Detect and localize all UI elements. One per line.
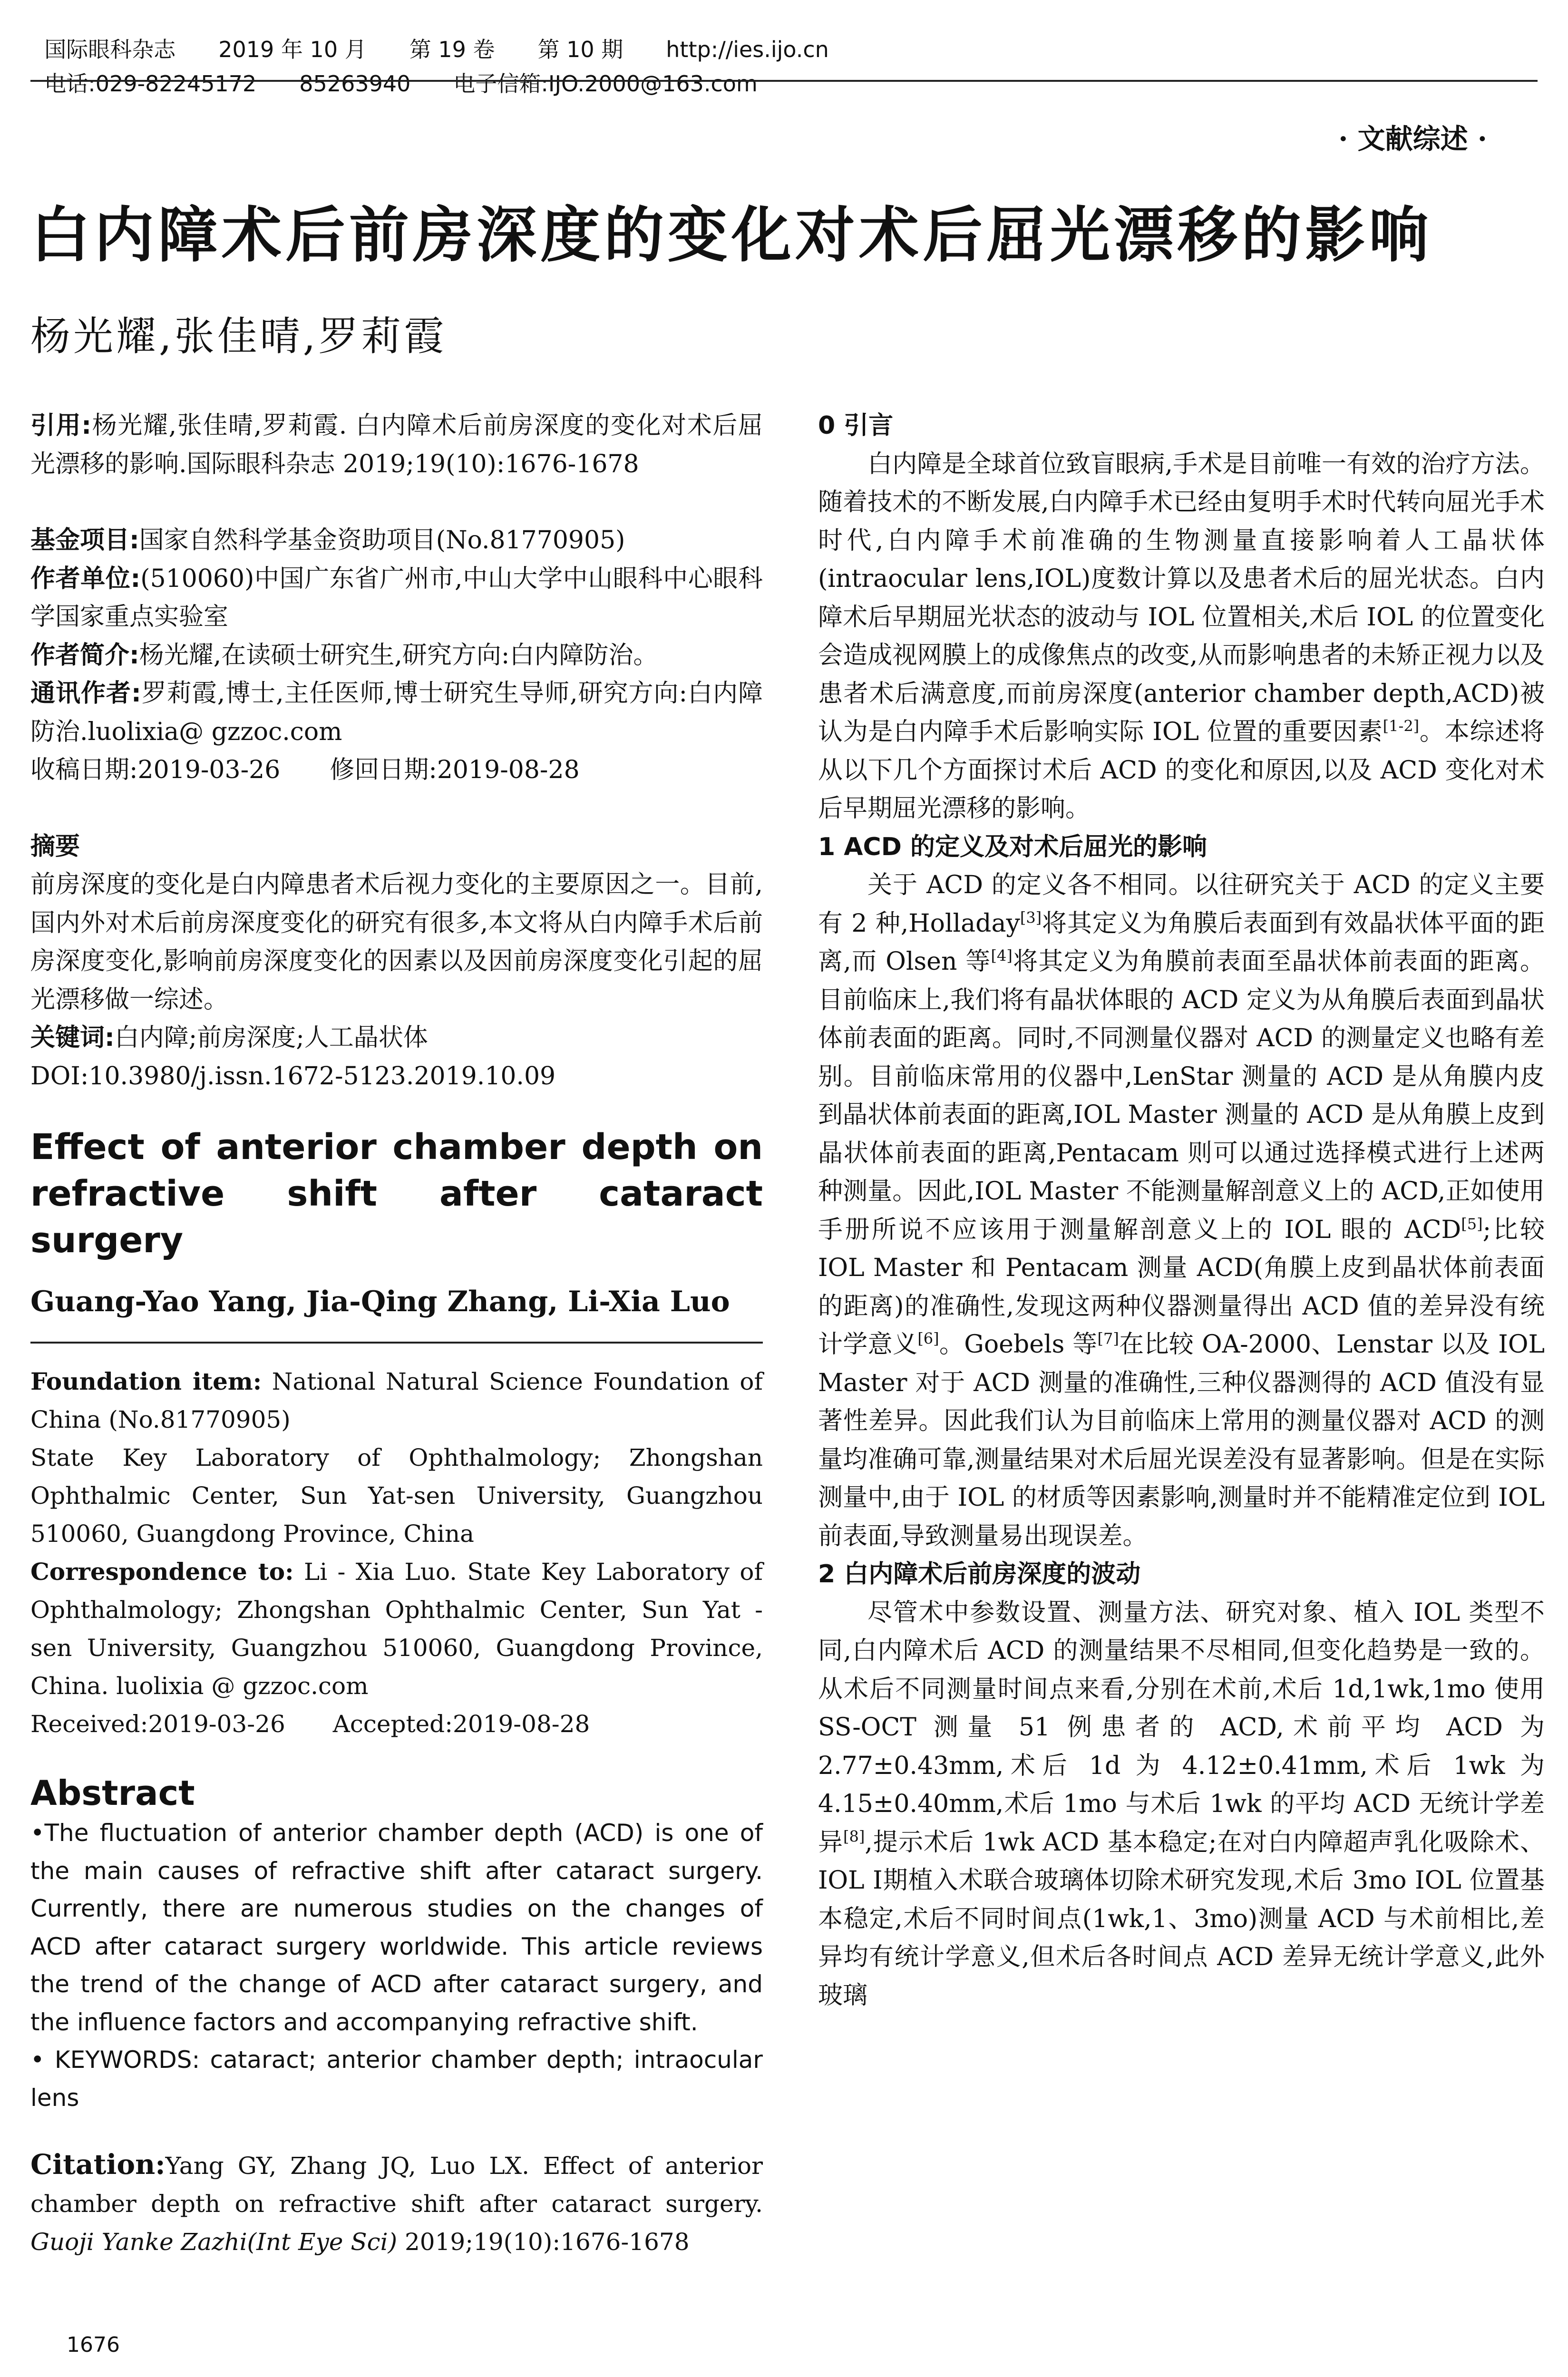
section-1-title: 1 ACD 的定义及对术后屈光的影响 <box>818 832 1207 861</box>
header-rule <box>30 80 1538 82</box>
foundation-item: Foundation item: National Natural Science Foundation of China (No.81770905) <box>30 1367 763 1433</box>
reference-marker[interactable]: [7] <box>1097 1329 1119 1348</box>
right-column <box>818 407 1545 2015</box>
section-2-paragraph: 尽管术中参数设置、测量方法、研究对象、植入 IOL 类型不同,白内障术后 ACD 的测量结果不尽相同,但变化趋势是一致的。从术后不同测量时间点来看,分别在术前,术后 1d,1wk,1mo 使用 SS-OCT 测量 51 例患者的 ACD,术前平均 ACD 为 2.77±0.43mm,术后 1d 为 4.12±0.41mm,术后 1wk 为 4.15±0.40mm,术后 1mo 与术后 1wk 的平均 ACD 无统计学差异[8],提示术后 1wk ACD 基本稳定;在对白内障超声乳化吸除术、IOL Ⅰ期植入术联合玻璃体切除术研究发现,术后 3mo IOL 位置基本稳定,术后不同时间点(1wk,1、3mo)测量 ACD 与术前相比,差异均有统计学意义,但术后各时间点 ACD 差异无统计学意义,此外玻璃 <box>818 1598 1545 2010</box>
author-divider <box>30 1342 763 1344</box>
journal-header-line2: 电话:029-82245172 85263940 电子信箱:IJO.2000@163.com <box>44 71 758 97</box>
article-title: 白内障术后前房深度的变化对术后屈光漂移的影响 <box>30 200 1432 270</box>
section-2-title: 2 白内障术后前房深度的波动 <box>818 1560 1141 1588</box>
reference-marker[interactable]: [8] <box>843 1827 865 1846</box>
abstract-text-en: •The fluctuation of anterior chamber depth (ACD) is one of the main causes of refractive shift after cataract surgery. Currently, there are numerous studies on the changes of ACD after cataract surgery worldwide. This article reviews the trend of the change of ACD after cataract surgery, and the influence factors and accompanying refractive shift. <box>30 1819 763 2036</box>
received-dates-cn: 收稿日期:2019-03-26 修回日期:2019-08-28 <box>30 756 580 784</box>
article-authors: 杨光耀,张佳晴,罗莉霞 <box>30 313 447 360</box>
section-0-title: 0 引言 <box>818 411 894 440</box>
keywords-cn: 关键词:白内障;前房深度;人工晶状体 <box>30 1023 428 1052</box>
author-unit: 作者单位:(510060)中国广东省广州市,中山大学中山眼科中心眼科学国家重点实验室 <box>30 564 763 631</box>
doi[interactable]: DOI:10.3980/j.issn.1672-5123.2019.10.09 <box>30 1062 556 1091</box>
abstract-label-cn: 摘要 <box>30 832 80 861</box>
fund-info: 基金项目:国家自然科学基金资助项目(No.81770905) <box>30 526 625 555</box>
keywords-en: • KEYWORDS: cataract; anterior chamber depth; intraocular lens <box>30 2046 763 2112</box>
section-0-paragraph: 白内障是全球首位致盲眼病,手术是目前唯一有效的治疗方法。随着技术的不断发展,白内障手术已经由复明手术时代转向屈光手术时代,白内障手术前准确的生物测量直接影响着人工晶状体(intraocular lens,IOL)度数计算以及患者术后的屈光状态。白内障术后早期屈光状态的波动与 IOL 位置相关,术后 IOL 的位置变化会造成视网膜上的成像焦点的改变,从而影响患者的未矫正视力以及患者术后满意度,而前房深度(anterior chamber depth,ACD)被认为是白内障手术后影响实际 IOL 位置的重要因素[1-2]。本综述将从以下几个方面探讨术后 ACD 的变化和原因,以及 ACD 变化对术后早期屈光漂移的影响。 <box>818 449 1545 823</box>
abstract-title-en: Abstract <box>30 1773 195 1813</box>
corresponding-author: 通讯作者:罗莉霞,博士,主任医师,博士研究生导师,研究方向:白内障防治.luolixia@ gzzoc.com <box>30 679 763 746</box>
left-column <box>30 407 763 2261</box>
received-dates-en: Received:2019-03-26 Accepted:2019-08-28 <box>30 1710 590 1738</box>
reference-marker[interactable]: [3] <box>1020 908 1042 927</box>
journal-header-line1: 国际眼科杂志 2019 年 10 月 第 19 卷 第 10 期 http://ies.ijo.cn <box>44 37 829 62</box>
page-number: 1676 <box>67 2333 120 2357</box>
abstract-text-cn: 前房深度的变化是白内障患者术后视力变化的主要原因之一。目前,国内外对术后前房深度变化的研究有很多,本文将从白内障手术后前房深度变化,影响前房深度变化的因素以及因前房深度变化引起的屈光漂移做一综述。 <box>30 870 763 1014</box>
citation-cn: 引用:杨光耀,张佳晴,罗莉霞. 白内障术后前房深度的变化对术后屈光漂移的影响.国际眼科杂志 2019;19(10):1676-1678 <box>30 411 763 478</box>
citation-en: Citation:Yang GY, Zhang JQ, Luo LX. Effect of anterior chamber depth on refractive shift after cataract surgery. Guoji Yanke Zazhi(Int Eye Sci) 2019;19(10):1676-1678 <box>30 2148 763 2256</box>
english-title: Effect of anterior chamber depth on refractive shift after cataract surgery <box>30 1127 763 1261</box>
section-1-paragraph: 关于 ACD 的定义各不相同。以往研究关于 ACD 的定义主要有 2 种,Holladay[3]将其定义为角膜后表面到有效晶状体平面的距离,而 Olsen 等[4]将其定义为角膜前表面至晶状体前表面的距离。目前临床上,我们将有晶状体眼的 ACD 定义为从角膜后表面到晶状体前表面的距离。同时,不同测量仪器对 ACD 的测量定义也略有差别。目前临床常用的仪器中,LenStar 测量的 ACD 是从角膜内皮到晶状体前表面的距离,IOL Master 测量的 ACD 是从角膜上皮到晶状体前表面的距离,Pentacam 则可以通过选择模式进行上述两种测量。因此,IOL Master 不能测量解剖意义上的 ACD,正如使用手册所说不应该用于测量解剖意义上的 IOL 眼的 ACD[5];比较 IOL Master 和 Pentacam 测量 ACD(角膜上皮到晶状体前表面的距离)的准确性,发现这两种仪器测量得出 ACD 值的差异没有统计学意义[6]。Goebels 等[7]在比较 OA-2000、Lenstar 以及 IOL Master 对于 ACD 测量的准确性,三种仪器测得的 ACD 值没有显著性差异。因此我们认为目前临床上常用的测量仪器对 ACD 的测量均准确可靠,测量结果对术后屈光误差没有显著影响。但是在实际测量中,由于 IOL 的材质等因素影响,测量时并不能精准定位到 IOL 前表面,导致测量易出现误差。 <box>818 871 1545 1550</box>
reference-marker[interactable]: [1-2] <box>1383 717 1420 735</box>
author-bio: 作者简介:杨光耀,在读硕士研究生,研究方向:白内障防治。 <box>30 641 658 670</box>
section-label: · 文献综述 · <box>1338 123 1487 155</box>
reference-marker[interactable]: [6] <box>917 1329 939 1348</box>
reference-marker[interactable]: [5] <box>1461 1215 1483 1233</box>
journal-url-link[interactable]: http://ies.ijo.cn <box>666 37 829 62</box>
english-authors: Guang-Yao Yang, Jia-Qing Zhang, Li-Xia Luo <box>30 1285 730 1318</box>
affiliation-en: State Key Laboratory of Ophthalmology; Zhongshan Ophthalmic Center, Sun Yat-sen University, Guangzhou 510060, Guangdong Province, China <box>30 1444 763 1548</box>
reference-marker[interactable]: [4] <box>991 946 1013 965</box>
correspondence-en: Correspondence to: Li - Xia Luo. State Key Laboratory of Ophthalmology; Zhongshan Ophthalmic Center, Sun Yat - sen University, Guangzhou 510060, Guangdong Province, China. luolixia @ gzzoc.com <box>30 1558 763 1700</box>
